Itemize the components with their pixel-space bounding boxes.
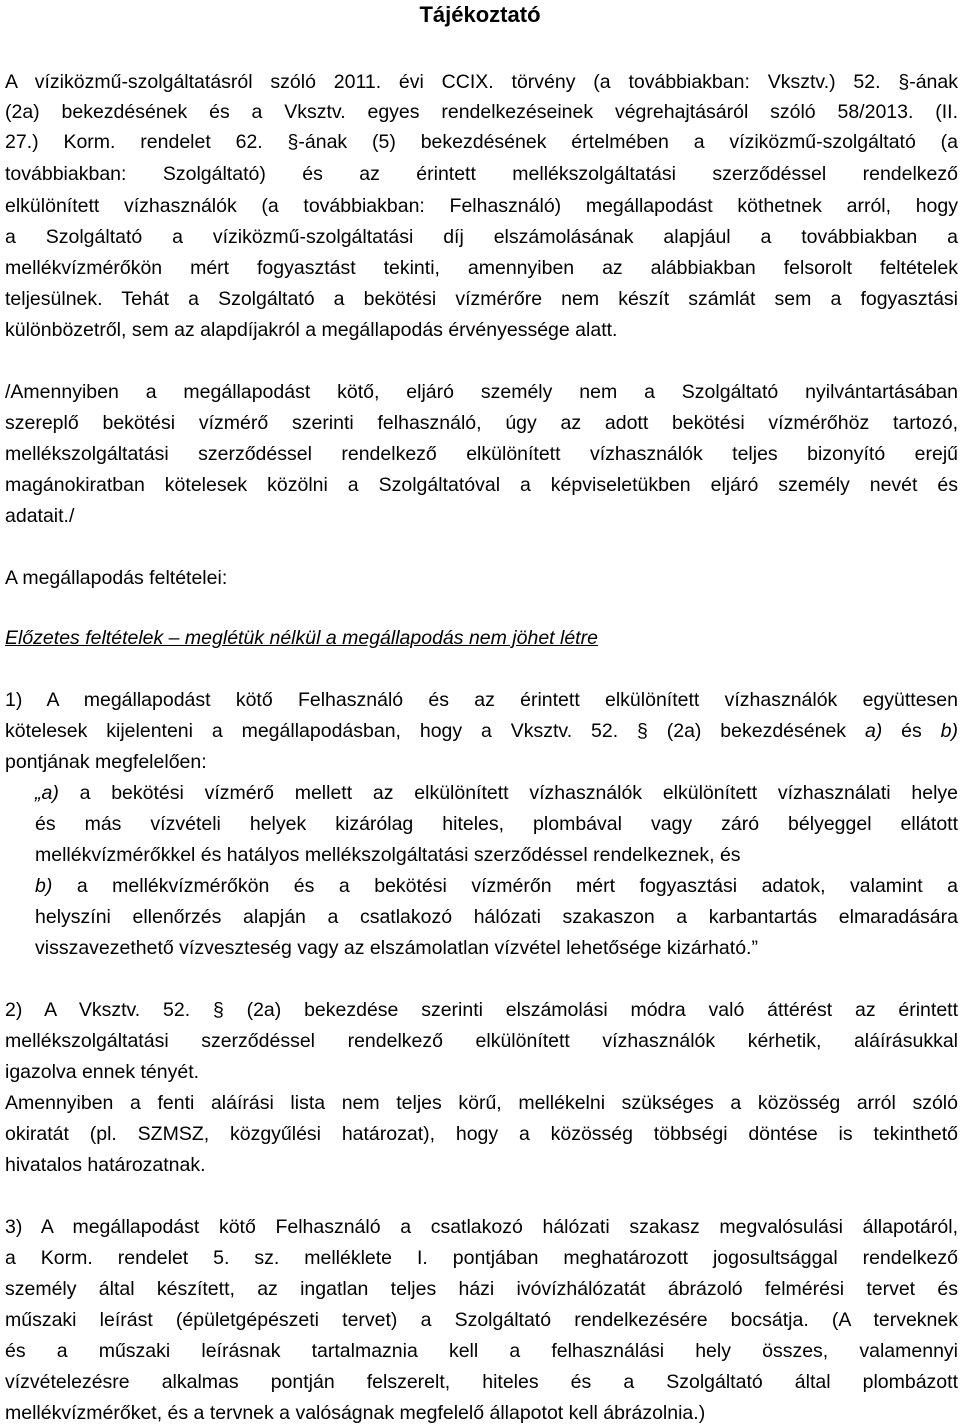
para1-line-5: elkülönített vízhasználók (a továbbiakban: Felhasználó) megállapodást köthetnek arról, hogy <box>5 195 958 217</box>
item1-b-line-2: helyszíni ellenőrzés alapján a csatlakozó hálózati szakaszon a karbantartás elmaradására <box>35 906 958 928</box>
para1-line-3: 27.) Korm. rendelet 62. §-ának (5) bekezdésének értelmében a víziközmű-szolgáltató (a <box>5 131 958 153</box>
item2-line-3: igazolva ennek tényét. <box>5 1061 200 1083</box>
para2-line-1: /Amennyiben a megállapodást kötő, eljáró személy nem a Szolgáltató nyilvántartásában <box>5 381 958 403</box>
preconditions-heading: Előzetes feltételek – meglétük nélkül a megállapodás nem jöhet létre <box>5 627 598 649</box>
item1-line-1: 1) A megállapodást kötő Felhasználó és az érintett elkülönített vízhasználók együttesen <box>5 689 958 711</box>
item3-line-6: vízvételezésre alkalmas pontján felszerelt, hiteles és a Szolgáltató által plombázott <box>5 1371 958 1393</box>
item1-b-line-1-text: a mellékvízmérőkön és a bekötési vízmérőn mért fogyasztási adatok, valamint a <box>52 875 958 897</box>
para1-line-4: továbbiakban: Szolgáltató) és az érintett mellékszolgáltatási szerződéssel rendelkező <box>5 163 958 185</box>
para1-line-7: mellékvízmérőkön mért fogyasztást tekinti, amennyiben az alábbiakban felsorolt feltételek <box>5 257 958 279</box>
para1-line-8: teljesülnek. Tehát a Szolgáltató a bekötési vízmérőre nem készít számlát sem a fogyasztási <box>5 288 958 310</box>
item1-a-line-2: és más vízvételi helyek kizárólag hiteles, plombával vagy záró bélyeggel ellátott <box>35 813 958 835</box>
item2-line-2: mellékszolgáltatási szerződéssel rendelkező elkülönített vízhasználók kérhetik, aláírásukkal <box>5 1030 958 1052</box>
item1-a-marker: „a) <box>35 782 59 804</box>
item1-point-b-ref: b) <box>940 720 959 742</box>
item1-b-marker: b) <box>35 875 53 897</box>
item1-line-3: pontjának megfelelően: <box>5 751 207 773</box>
item2-line-1: 2) A Vksztv. 52. § (2a) bekezdése szerinti elszámolási módra való áttérést az érintett <box>5 999 958 1021</box>
item3-line-5: és a műszaki leírásnak tartalmaznia kell a felhasználási hely összes, valamennyi <box>5 1340 958 1362</box>
para1-line-2: (2a) bekezdésének és a Vksztv. egyes rendelkezéseinek végrehajtásáról szóló 58/2013. (II. <box>5 101 958 123</box>
para2-line-2: szereplő bekötési vízmérő szerinti felhasználó, úgy az adott bekötési vízmérőhöz tartozó, <box>5 412 958 434</box>
item1-a-line-1 <box>35 781 958 805</box>
item1-b-line-3: visszavezethető vízveszteség vagy az elszámolatlan vízvétel lehetősége kizárható.” <box>35 937 758 959</box>
item1-point-a-ref: a) <box>864 720 883 742</box>
item3-line-2: a Korm. rendelet 5. sz. melléklete I. pontjában meghatározott jogosultsággal rendelkező <box>5 1247 958 1269</box>
item3-line-4: műszaki leírást (épületgépészeti tervet) a Szolgáltató rendelkezésére bocsátja. (A terveknek <box>5 1309 958 1331</box>
para1-line-9: különbözetről, sem az alapdíjakról a megállapodás érvényessége alatt. <box>5 319 618 341</box>
item3-line-1: 3) A megállapodást kötő Felhasználó a csatlakozó hálózati szakasz megvalósulási állapotáról, <box>5 1216 958 1238</box>
para2-line-3: mellékszolgáltatási szerződéssel rendelkező elkülönített vízhasználók teljes bizonyító erejű <box>5 443 958 465</box>
item1-line-2-text: kötelesek kijelenteni a megállapodásban, hogy a Vksztv. 52. § (2a) bekezdésének <box>5 720 865 742</box>
item1-b-line-1 <box>35 874 958 898</box>
item1-a-line-3: mellékvízmérőkkel és hatályos mellékszolgáltatási szerződéssel rendelkeznek, és <box>35 844 741 866</box>
document-title: Tájékoztató <box>419 2 541 27</box>
item2-line-5: okiratát (pl. SZMSZ, közgyűlési határozat), hogy a közösség többségi döntése is tekinthető <box>5 1123 958 1145</box>
item1-line-2-and: és <box>882 720 941 742</box>
para2-line-5: adatait./ <box>5 505 75 527</box>
item2-line-4: Amennyiben a fenti aláírási lista nem teljes körű, mellékelni szükséges a közösség arról szóló <box>5 1092 958 1114</box>
item2-line-6: hivatalos határozatnak. <box>5 1154 206 1176</box>
item3-line-7: mellékvízmérőket, és a tervnek a valóságnak megfelelő állapotot kell ábrázolnia.) <box>5 1402 706 1424</box>
item1-line-2 <box>5 719 958 743</box>
para2-line-4: magánokiratban kötelesek közölni a Szolgáltatóval a képviseletükben eljáró személy nevét és <box>5 474 958 496</box>
item1-a-line-1-text: a bekötési vízmérő mellett az elkülönített vízhasználók elkülönített vízhasználati helye <box>58 782 958 804</box>
para1-line-6: a Szolgáltató a víziközmű-szolgáltatási díj elszámolásának alapjául a továbbiakban a <box>5 226 958 248</box>
conditions-heading: A megállapodás feltételei: <box>5 567 228 589</box>
para1-line-1: A víziközmű-szolgáltatásról szóló 2011. évi CCIX. törvény (a továbbiakban: Vksztv.) 52. §-ának <box>5 71 958 93</box>
item3-line-3: személy által készített, az ingatlan teljes házi ivóvízhálózatát ábrázoló felmérési tervet és <box>5 1278 958 1300</box>
